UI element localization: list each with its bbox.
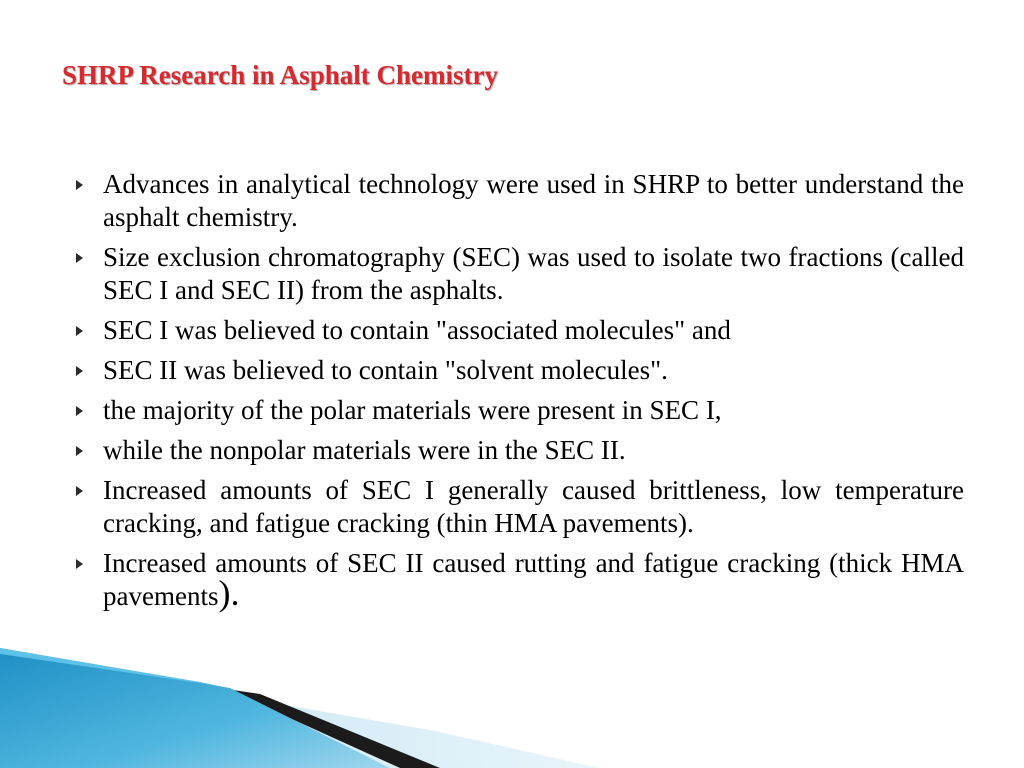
arrow-icon bbox=[76, 406, 83, 416]
list-item bbox=[74, 241, 964, 307]
list-item bbox=[74, 547, 964, 613]
bullet-text-main: Increased amounts of SEC II caused rutting and fatigue cracking (thick HMA pavements bbox=[103, 548, 964, 611]
slide-title: SHRP Research in Asphalt Chemistry bbox=[62, 60, 499, 90]
swoosh-blue-band bbox=[0, 648, 390, 768]
bullet-text-suffix: ). bbox=[218, 573, 240, 613]
bullet-text: while the nonpolar materials were in the SEC II. bbox=[103, 435, 626, 465]
list-item bbox=[74, 434, 964, 467]
arrow-icon bbox=[76, 559, 83, 569]
bullet-text bbox=[103, 547, 964, 613]
list-item bbox=[74, 314, 964, 347]
arrow-icon bbox=[76, 253, 83, 263]
list-item bbox=[74, 474, 964, 540]
bullet-text: Size exclusion chromatography (SEC) was used to isolate two fractions (called SEC I and SEC II) from the asphalts. bbox=[103, 242, 964, 305]
bullet-text: SEC II was believed to contain "solvent molecules". bbox=[103, 355, 668, 385]
bullet-text: Advances in analytical technology were used in SHRP to better understand the asphalt chemistry. bbox=[103, 169, 964, 232]
arrow-icon bbox=[76, 180, 83, 190]
bullet-text: the majority of the polar materials were present in SEC I, bbox=[103, 395, 722, 425]
list-item bbox=[74, 354, 964, 387]
decorative-swoosh bbox=[0, 620, 1024, 768]
bullet-text: Increased amounts of SEC I generally caused brittleness, low temperature cracking, and fatigue cracking (thin HMA pavements). bbox=[103, 475, 964, 538]
list-item bbox=[74, 394, 964, 427]
arrow-icon bbox=[76, 486, 83, 496]
bullet-list bbox=[74, 168, 964, 620]
bullet-text: SEC I was believed to contain "associated molecules" and bbox=[103, 315, 731, 345]
list-item bbox=[74, 168, 964, 234]
arrow-icon bbox=[76, 366, 83, 376]
arrow-icon bbox=[76, 326, 83, 336]
arrow-icon bbox=[76, 446, 83, 456]
